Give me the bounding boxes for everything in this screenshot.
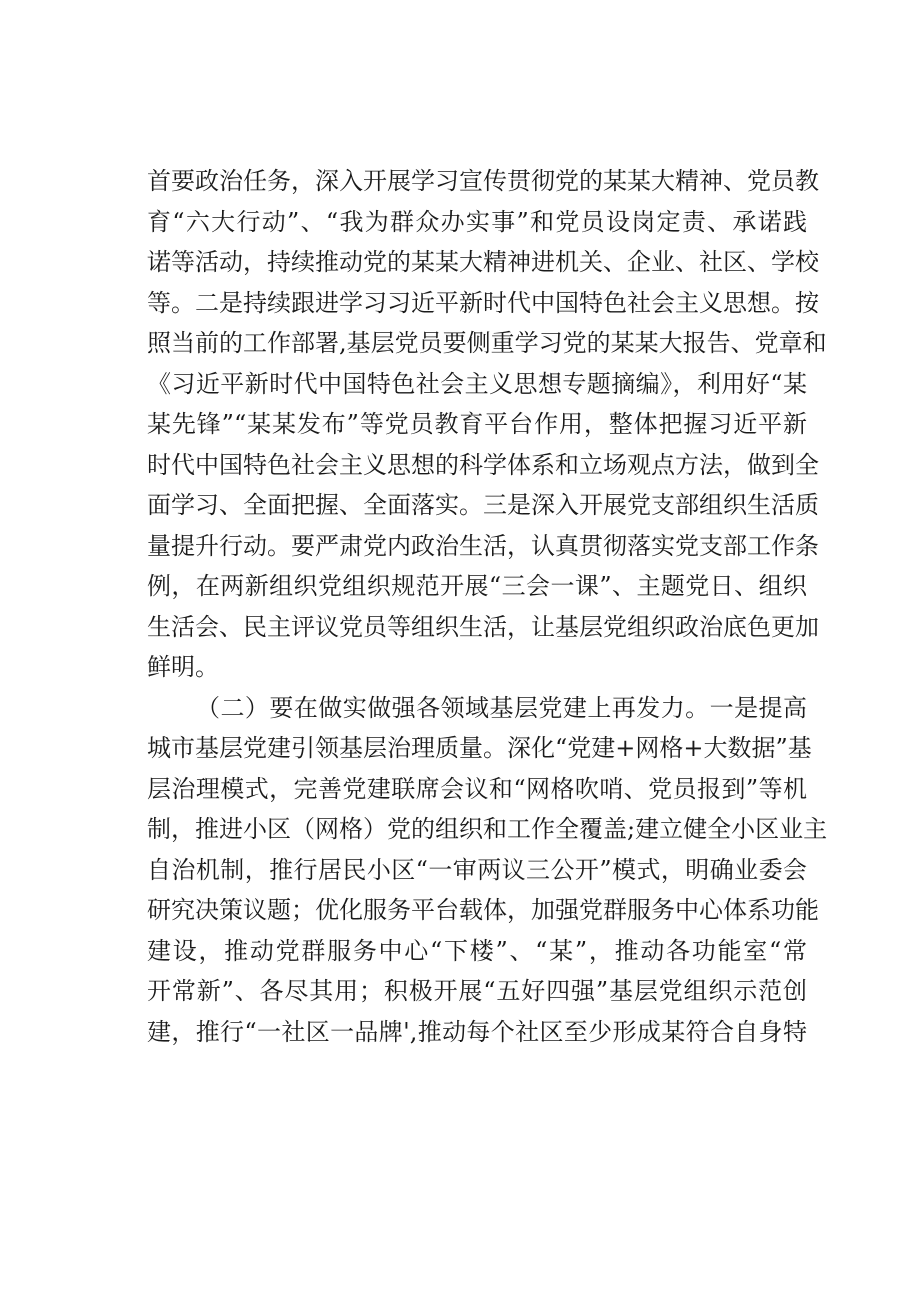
paragraph-line: 城市基层党建引领基层治理质量。深化“党建+网格+大数据”基 bbox=[147, 734, 812, 762]
paragraph-line: 诺等活动，持续推动党的某某大精神进机关、企业、社区、学校 bbox=[147, 248, 819, 276]
paragraph-line: 面学习、全面把握、全面落实。三是深入开展党支部组织生活质 bbox=[147, 491, 819, 519]
paragraph-line: 等。二是持续跟进学习习近平新时代中国特色社会主义思想。按 bbox=[147, 288, 819, 317]
paragraph-line: 照当前的工作部署,基层党员要侧重学习党的某某大报告、党章和 bbox=[147, 329, 827, 357]
paragraph-line: 某先锋”“某某发布”等党员教育平台作用，整体把握习近平新 bbox=[147, 410, 807, 438]
paragraph-line: 研究决策议题；优化服务平台载体，加强党群服务中心体系功能 bbox=[147, 896, 819, 924]
paragraph-line: 开常新”、各尽其用；积极开展“五好四强”基层党组织示范创 bbox=[147, 977, 807, 1005]
paragraph-line: 制，推进小区（网格）党的组织和工作全覆盖;建立健全小区业主 bbox=[147, 815, 828, 843]
paragraph-line: 鲜明。 bbox=[147, 653, 219, 681]
paragraph-line: 生活会、民主评议党员等组织生活，让基层党组织政治底色更加 bbox=[147, 612, 819, 641]
paragraph-1 bbox=[147, 161, 827, 688]
paragraph-line: 建设，推动党群服务中心“下楼”、“某”，推动各功能室“常 bbox=[147, 936, 807, 965]
paragraph-line: 层治理模式，完善党建联席会议和“网格吹哨、党员报到”等机 bbox=[147, 774, 807, 803]
document-body bbox=[147, 161, 828, 1052]
paragraph-line: 育“六大行动”、“我为群众办实事”和党员设岗定责、承诺践 bbox=[147, 207, 807, 236]
paragraph-line: 量提升行动。要严肃党内政治生活，认真贯彻落实党支部工作条 bbox=[147, 531, 819, 560]
paragraph-line: 首要政治任务，深入开展学习宣传贯彻党的某某大精神、党员教 bbox=[147, 167, 819, 195]
paragraph-line: 例，在两新组织党组织规范开展“三会一课”、主题党日、组织 bbox=[147, 572, 807, 600]
paragraph-2 bbox=[147, 688, 828, 1053]
paragraph-line: 自治机制，推行居民小区“一审两议三公开”模式，明确业委会 bbox=[147, 855, 807, 884]
paragraph-line: 时代中国特色社会主义思想的科学体系和立场观点方法，做到全 bbox=[147, 450, 819, 479]
paragraph-line: 《习近平新时代中国特色社会主义思想专题摘编》，利用好“某 bbox=[147, 369, 807, 398]
paragraph-line: 建，推行“一社区一品牌',推动每个社区至少形成某符合自身特 bbox=[147, 1017, 807, 1046]
paragraph-heading-line: （二）要在做实做强各领域基层党建上再发力。一是提高 bbox=[196, 693, 807, 722]
